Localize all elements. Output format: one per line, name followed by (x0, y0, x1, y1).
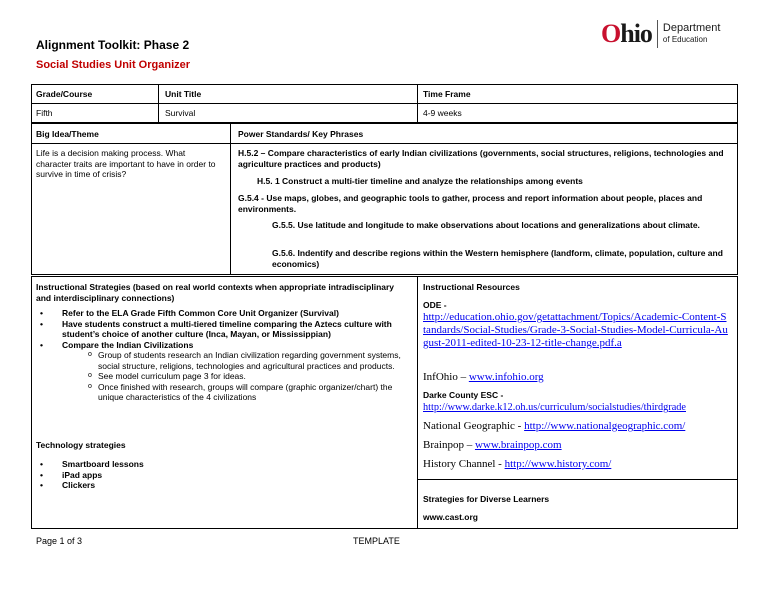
natgeo-resource: National Geographic - http://www.nationalgeographic.com/ (423, 420, 686, 432)
brainpop-resource: Brainpop – www.brainpop.com (423, 439, 562, 451)
time-frame-header: Time Frame (423, 89, 471, 99)
list-item: • Compare the Indian Civilizations o Group of students research an Indian civilization regarding government systems, social structure, religions, technologies and agricultural practices and products. o See model curriculum page 3 for ideas. o Once finished with research, groups will compare (graphic organizer/chart) the unique characteristics of the 4 civilizations (36, 340, 411, 403)
list-item: • Clickers (36, 480, 406, 491)
template-label: TEMPLATE (353, 536, 400, 546)
big-idea-header: Big Idea/Theme (36, 129, 99, 139)
ohio-department-logo (601, 16, 741, 52)
natgeo-link[interactable]: http://www.nationalgeographic.com/ (524, 420, 686, 432)
list-item: • iPad apps (36, 470, 406, 481)
unit-title-value: Survival (165, 108, 196, 118)
darke-label: Darke County ESC - (423, 390, 504, 400)
list-item: • Smartboard lessons (36, 459, 406, 470)
table-divider (31, 143, 738, 144)
strategies-list (36, 308, 411, 403)
sub-list-item: o Once finished with research, groups will compare (graphic organizer/chart) the unique characteristics of the 4 civilizations (62, 382, 411, 403)
infohio-resource: InfOhio – www.infohio.org (423, 371, 544, 383)
logo-department-text: Department of Education (662, 22, 721, 44)
diverse-learners-link[interactable]: www.cast.org (423, 512, 478, 522)
history-resource: History Channel - http://www.history.com/ (423, 458, 612, 470)
time-frame-value: 4-9 weeks (423, 108, 462, 118)
diverse-learners-header: Strategies for Diverse Learners (423, 494, 550, 504)
standard-g54: G.5.4 - Use maps, globes, and geographic tools to gather, process and report information about people, places and environments. (238, 193, 703, 214)
ode-label: ODE - (423, 300, 447, 310)
table-divider (31, 103, 738, 104)
darke-link[interactable]: http://www.darke.k12.oh.us/curriculum/socialstudies/thirdgrade (423, 402, 686, 413)
standard-g55: G.5.5. Use latitude and longitude to make observations about locations and generalizations about climate. (272, 220, 700, 230)
logo-divider (657, 20, 658, 48)
table-divider (417, 479, 738, 480)
ohio-logo-word: Ohio (601, 19, 652, 48)
list-item: • Refer to the ELA Grade Fifth Common Core Unit Organizer (Survival) (36, 308, 411, 319)
table-divider (417, 276, 418, 529)
history-link[interactable]: http://www.history.com/ (504, 458, 612, 470)
sub-list-item: o Group of students research an Indian civilization regarding government systems, social structure, religions, technologies and agricultural practices and products. (62, 350, 411, 371)
standard-h51: H.5. 1 Construct a multi-tier timeline and analyze the relationships among events (257, 176, 583, 186)
ode-link[interactable]: http://education.ohio.gov/getattachment/Topics/Academic-Content-Standards/Social-Studies/Grade-3-Social-Studies-Model-Curricula-August-2011-edited-10-23-12-title-change.pdf.a (423, 311, 728, 349)
table-divider (417, 84, 418, 123)
table-divider (230, 123, 231, 275)
list-item: • Have students construct a multi-tiered timeline comparing the Aztecs culture with student’s choice of another culture (Inca, Mayan, or Mississippian) (36, 319, 411, 340)
page-subtitle: Social Studies Unit Organizer (36, 59, 191, 71)
technology-list (36, 459, 406, 491)
sub-list-item: o See model curriculum page 3 for ideas. (62, 371, 411, 382)
technology-header: Technology strategies (36, 440, 126, 450)
grade-course-header: Grade/Course (36, 89, 93, 99)
big-idea-text: Life is a decision making process. What character traits are important to have in order to survive in time of crisis? (36, 148, 216, 179)
standard-g56: G.5.6. Indentify and describe regions within the Western hemisphere (landform, climate, population, culture and economics) (272, 248, 723, 269)
sub-list (62, 350, 411, 403)
resources-header: Instructional Resources (423, 282, 520, 292)
infohio-link[interactable]: www.infohio.org (468, 371, 544, 383)
page-number: Page 1 of 3 (36, 536, 83, 546)
standard-h52: H.5.2 – Compare characteristics of early Indian civilizations (governments, social structures, religions, technologies and agriculture practices and products) (238, 148, 724, 169)
grade-course-value: Fifth (36, 108, 53, 118)
brainpop-link[interactable]: www.brainpop.com (474, 439, 562, 451)
page-title: Alignment Toolkit: Phase 2 (36, 38, 190, 52)
unit-title-header: Unit Title (165, 89, 202, 99)
strategies-header: Instructional Strategies (based on real world contexts when appropriate intradisciplinary and interdisciplinary connections) (36, 282, 395, 303)
table-divider (158, 84, 159, 123)
standards-header: Power Standards/ Key Phrases (238, 129, 364, 139)
